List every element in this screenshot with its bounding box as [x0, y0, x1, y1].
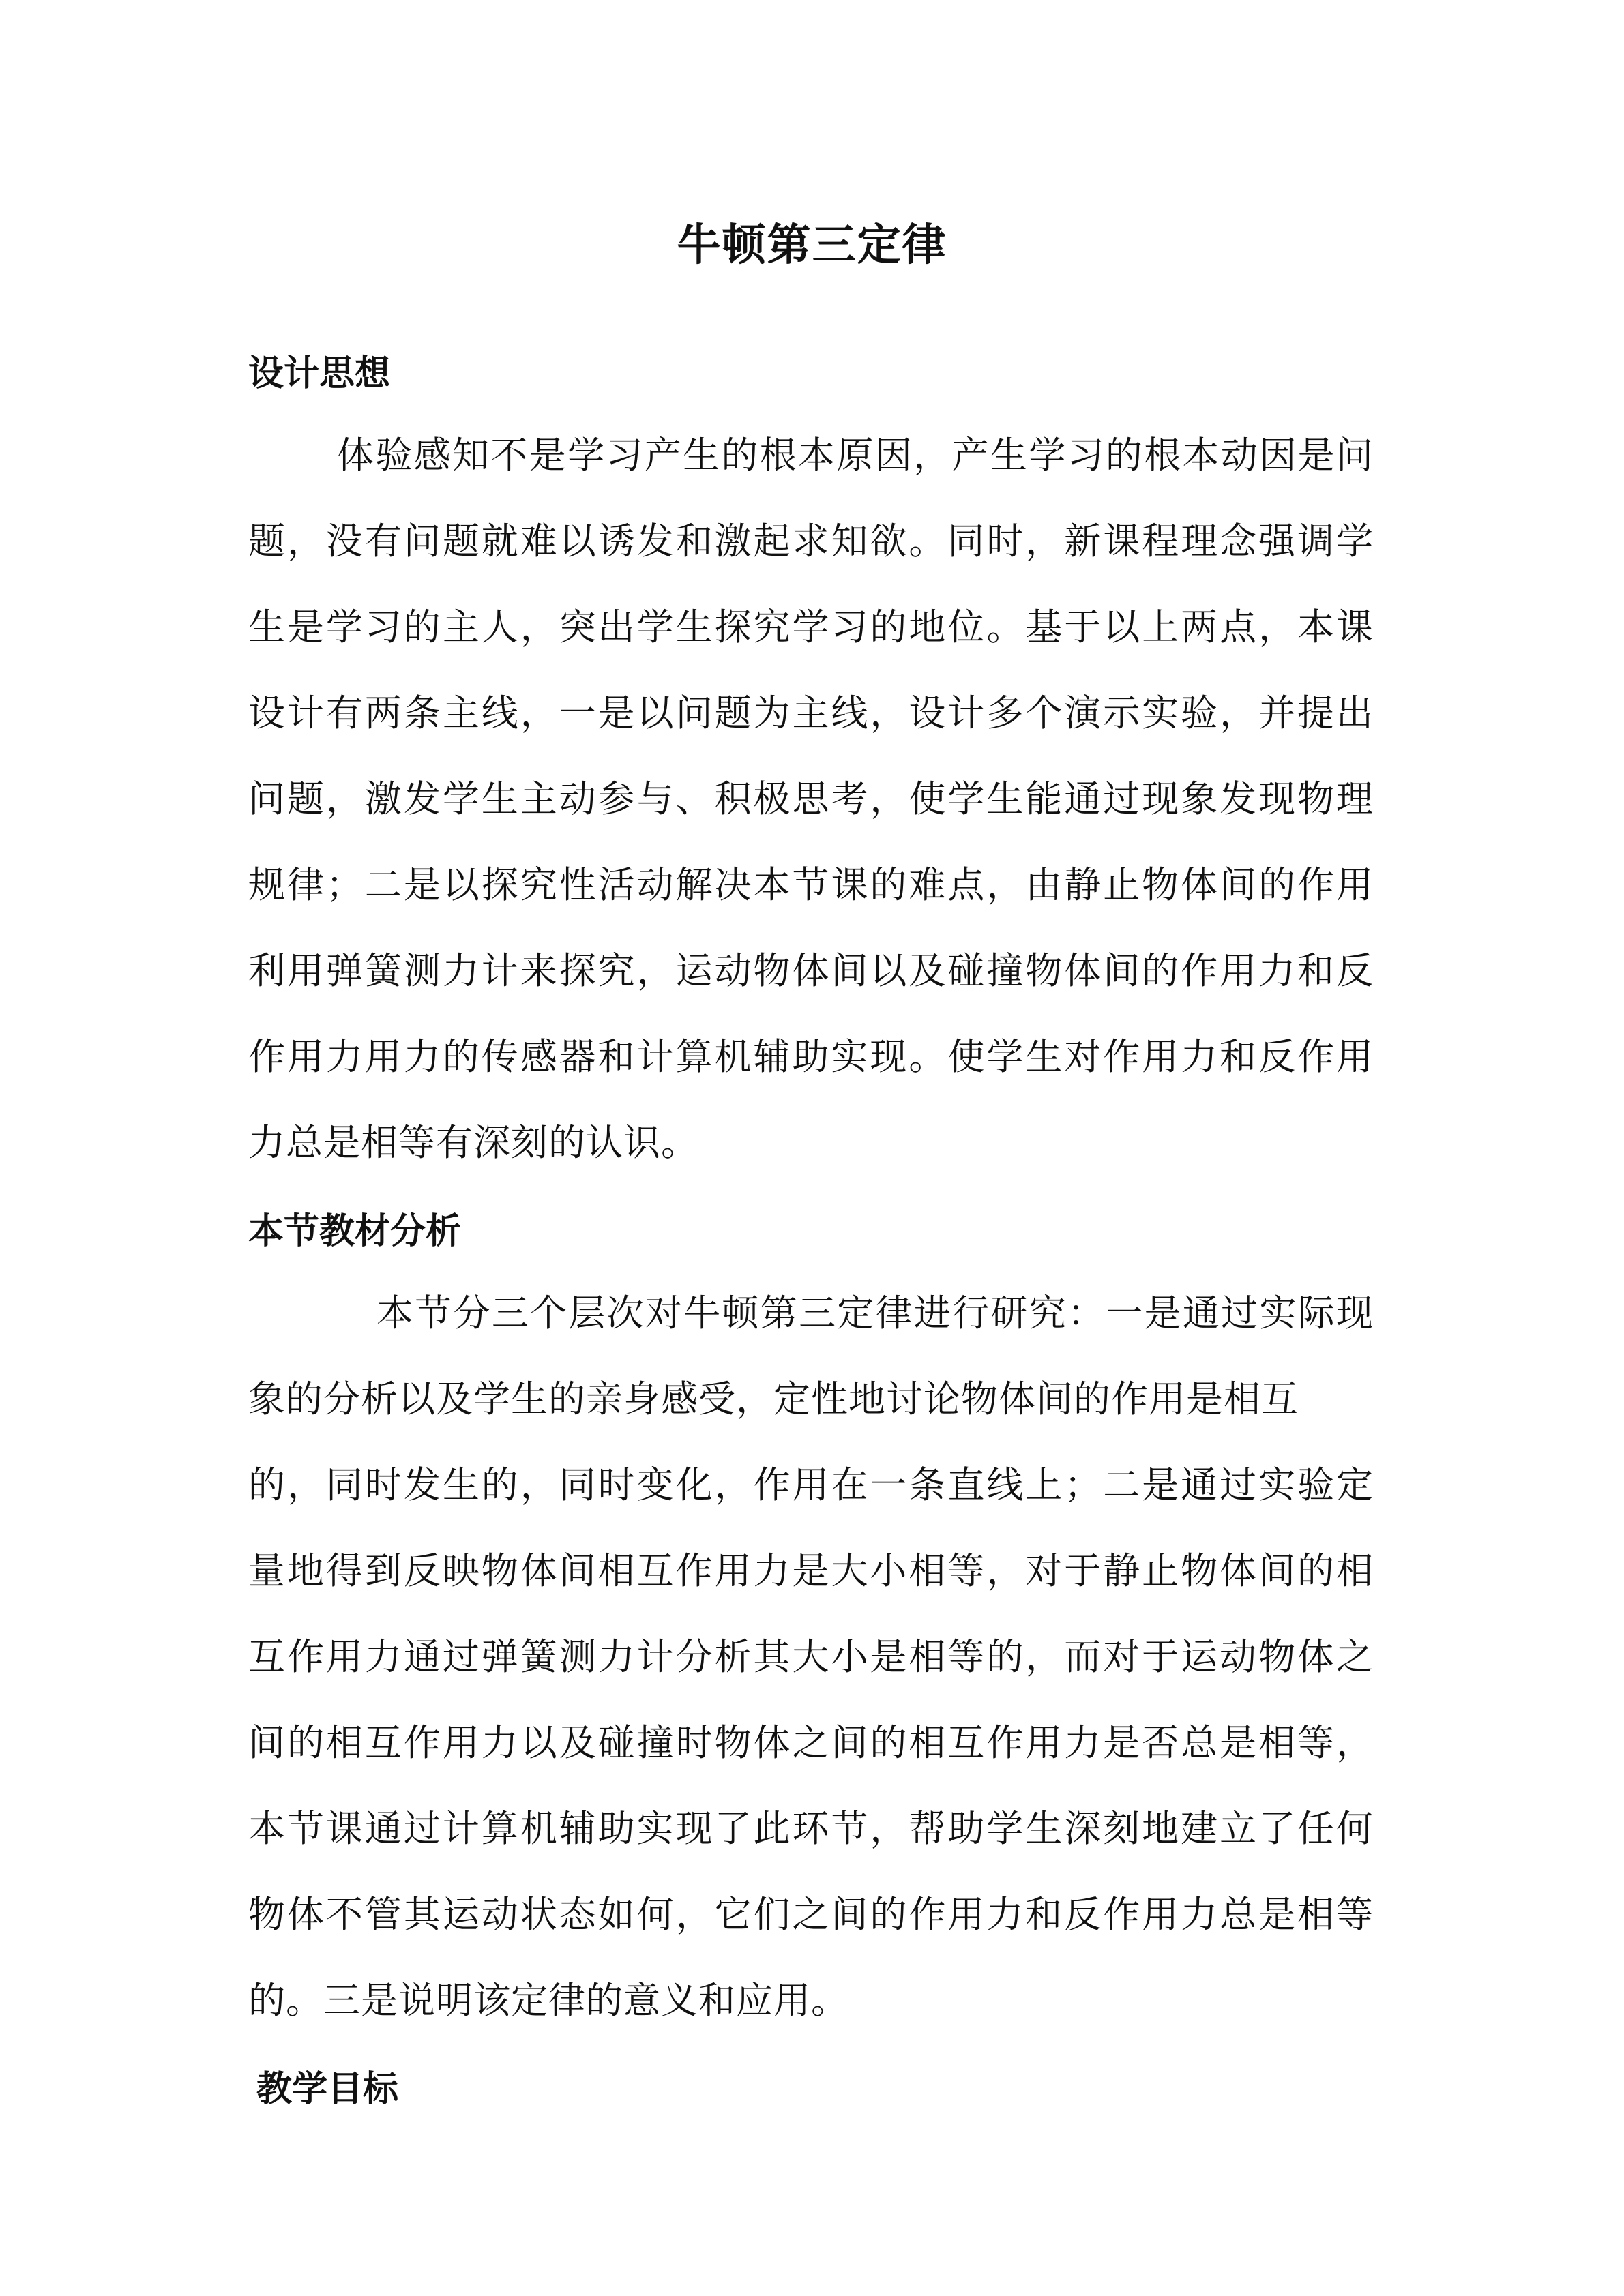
- paragraph-line: 力总是相等有深刻的认识。: [248, 1121, 698, 1164]
- section-heading-material-analysis: 本节教材分析: [248, 1211, 462, 1252]
- paragraph-line: 生是学习的主人，突出学生探究学习的地位。基于以上两点，本课: [248, 606, 1374, 648]
- paragraph-line: 的。三是说明该定律的意义和应用。: [248, 1979, 848, 2022]
- paragraph-line: 量地得到反映物体间相互作用力是大小相等，对于静止物体间的相: [248, 1549, 1374, 1592]
- page-title: 牛顿第三定律: [677, 220, 947, 271]
- paragraph-line: 本节分三个层次对牛顿第三定律进行研究：一是通过实际现: [377, 1292, 1374, 1335]
- paragraph-line: 间的相互作用力以及碰撞时物体之间的相互作用力是否总是相等，: [248, 1721, 1374, 1764]
- paragraph-line: 设计有两条主线，一是以问题为主线，设计多个演示实验，并提出: [248, 691, 1374, 734]
- section-heading-design: 设计思想: [248, 353, 391, 394]
- paragraph-line: 互作用力通过弹簧测力计分析其大小是相等的，而对于运动物体之: [248, 1635, 1374, 1678]
- paragraph-line: 利用弹簧测力计来探究，运动物体间以及碰撞物体间的作用力和反: [248, 949, 1374, 992]
- paragraph-line: 的，同时发生的，同时变化，作用在一条直线上；二是通过实验定: [248, 1463, 1374, 1506]
- section-heading-teaching-goals: 教学目标: [256, 2069, 399, 2110]
- paragraph-line: 问题，激发学生主动参与、积极思考，使学生能通过现象发现物理: [248, 777, 1374, 820]
- paragraph-line: 规律；二是以探究性活动解决本节课的难点，由静止物体间的作用: [248, 863, 1374, 906]
- paragraph-line: 本节课通过计算机辅助实现了此环节，帮助学生深刻地建立了任何: [248, 1807, 1374, 1850]
- paragraph-line: 象的分析以及学生的亲身感受，定性地讨论物体间的作用是相互: [248, 1377, 1299, 1420]
- paragraph-line: 物体不管其运动状态如何，它们之间的作用力和反作用力总是相等: [248, 1893, 1374, 1936]
- paragraph-line: 体验感知不是学习产生的根本原因，产生学习的根本动因是问: [337, 434, 1374, 477]
- paragraph-line: 题，没有问题就难以诱发和激起求知欲。同时，新课程理念强调学: [248, 520, 1374, 563]
- paragraph-line: 作用力用力的传感器和计算机辅助实现。使学生对作用力和反作用: [248, 1035, 1374, 1078]
